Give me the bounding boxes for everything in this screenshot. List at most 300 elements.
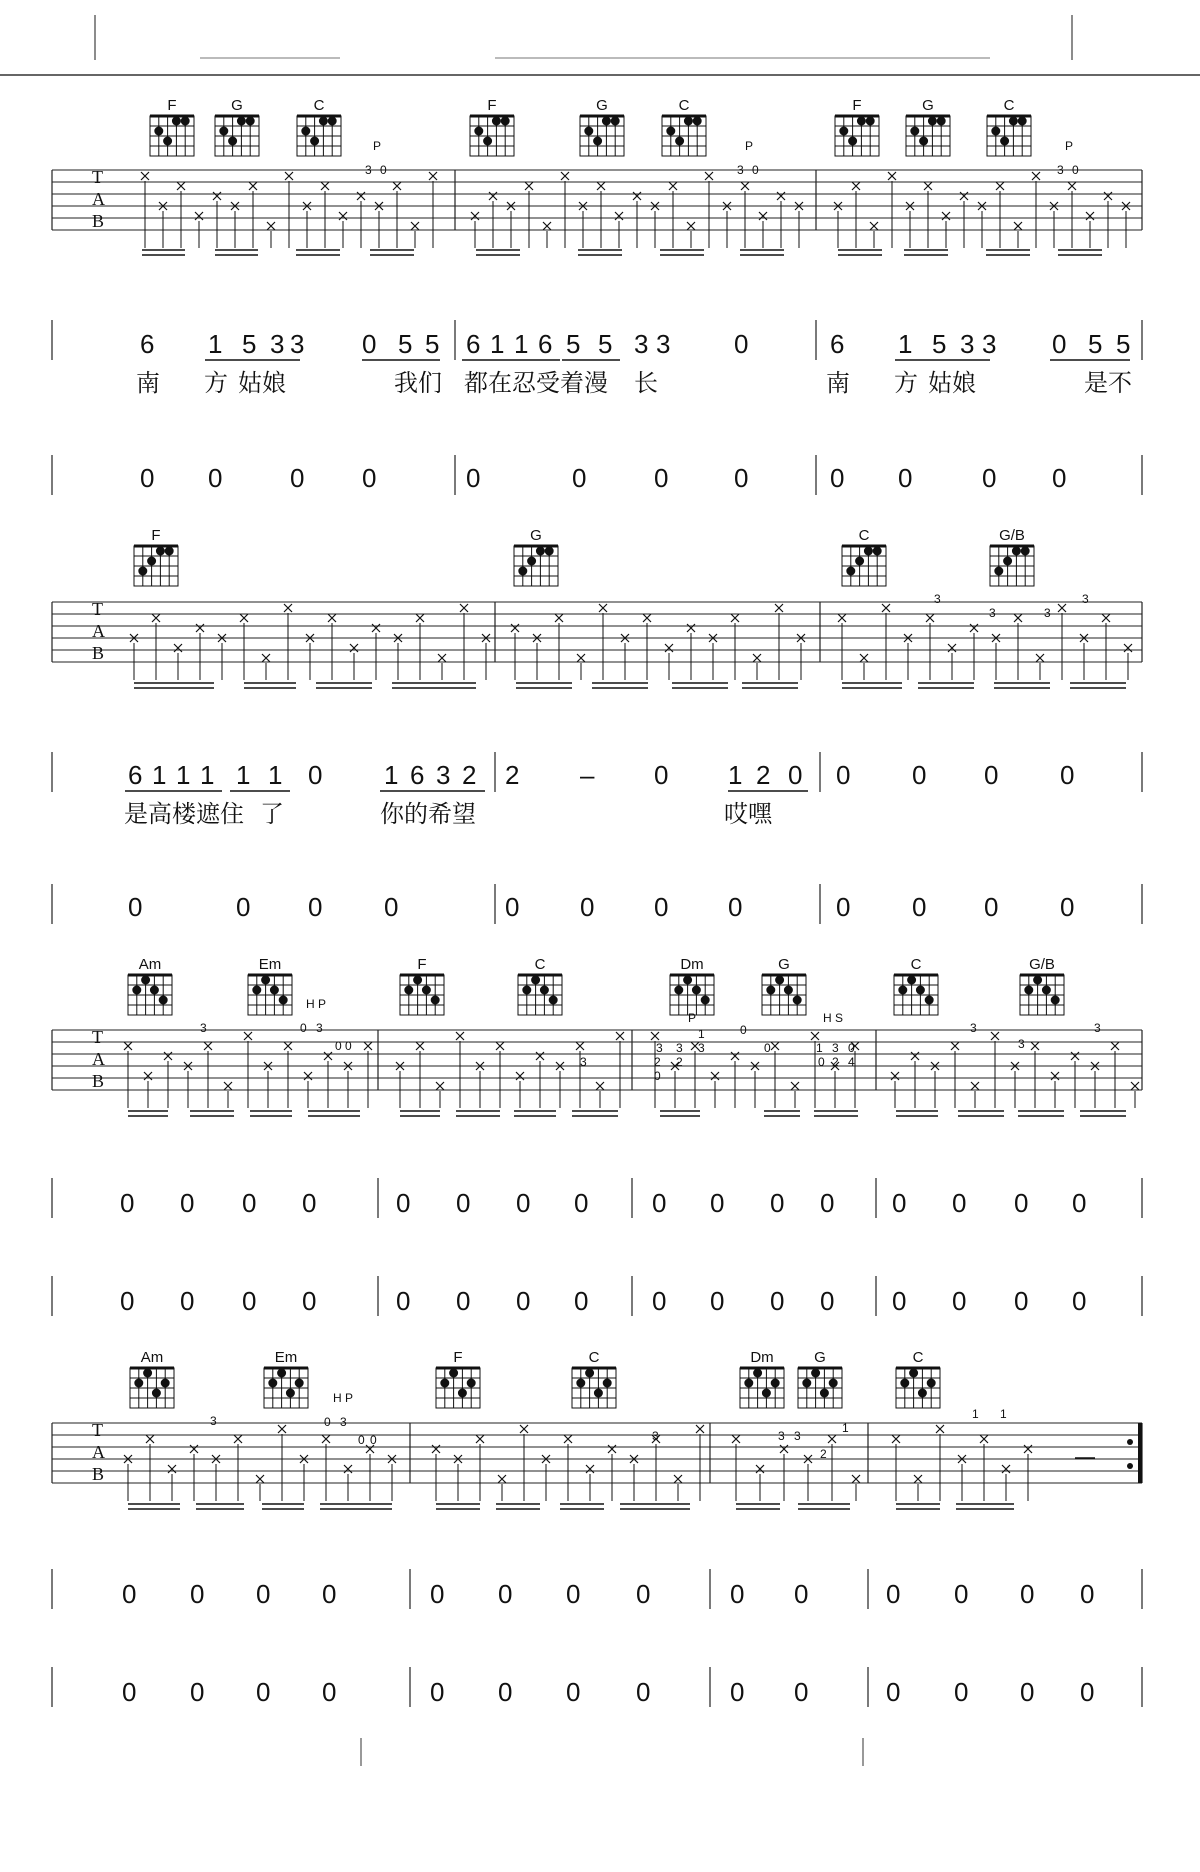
accomp-note: 0 xyxy=(572,463,587,493)
tab-cross xyxy=(344,1465,352,1473)
row-note: 0 xyxy=(566,1677,581,1707)
chord-diagram xyxy=(894,956,938,1015)
accomp-note: 0 xyxy=(984,892,999,922)
melody-note: 5 xyxy=(425,329,440,359)
melody-note: 0 xyxy=(654,760,669,790)
tab-cross xyxy=(1051,1072,1059,1080)
tab-cross xyxy=(195,212,203,220)
chord-diagram xyxy=(990,527,1034,586)
tab-cross xyxy=(651,1032,659,1040)
chord-dot xyxy=(701,996,710,1005)
technique-label: P xyxy=(1065,139,1074,153)
tab-cross xyxy=(416,1042,424,1050)
chord-dot xyxy=(159,996,168,1005)
tab-number: 3 xyxy=(737,163,744,177)
tab-cross xyxy=(665,644,673,652)
melody-note: 5 xyxy=(566,329,581,359)
melody-note: 5 xyxy=(932,329,947,359)
tab-staff xyxy=(52,592,1142,688)
tab-letter-b: B xyxy=(92,1071,105,1091)
lyric: 是不 xyxy=(1084,369,1132,397)
tab-number: 3 xyxy=(1057,163,1064,177)
tab-cross xyxy=(164,1052,172,1060)
tab-number: 0 xyxy=(324,1415,331,1429)
chord-name: G xyxy=(596,97,608,114)
lyric: 方 xyxy=(204,369,228,397)
tab-cross xyxy=(777,192,785,200)
row-note: 0 xyxy=(1020,1579,1035,1609)
chord-diagram xyxy=(662,97,706,156)
tab-number: 0 xyxy=(848,1041,855,1055)
chord-dot xyxy=(279,996,288,1005)
tab-cross xyxy=(596,1082,604,1090)
row-note: 0 xyxy=(952,1188,967,1218)
accomp-note: 0 xyxy=(912,892,927,922)
row-note: 0 xyxy=(180,1286,195,1316)
chord-dot xyxy=(839,127,848,136)
tab-cross xyxy=(516,1072,524,1080)
row-note: 0 xyxy=(456,1188,471,1218)
chord-name: Dm xyxy=(680,956,704,973)
melody-note: 0 xyxy=(308,760,323,790)
chord-dot xyxy=(531,976,540,985)
tab-cross xyxy=(285,172,293,180)
chord-dot xyxy=(693,117,702,126)
row-note: 0 xyxy=(820,1188,835,1218)
chord-dot xyxy=(165,547,174,556)
tab-number: 0 xyxy=(818,1055,825,1069)
chord-dot xyxy=(909,1369,918,1378)
tab-cross xyxy=(732,1435,740,1443)
tab-cross xyxy=(328,614,336,622)
accomp-note: 0 xyxy=(1052,463,1067,493)
tab-cross xyxy=(224,1082,232,1090)
chord-dot xyxy=(866,117,875,126)
chord-dot xyxy=(991,127,1000,136)
chord-diagram xyxy=(400,956,444,1015)
row-note: 0 xyxy=(566,1579,581,1609)
melody-note: 0 xyxy=(1060,760,1075,790)
lyric: 哎嘿 xyxy=(724,800,772,828)
chord-dot xyxy=(802,1379,811,1388)
chord-dot xyxy=(857,117,866,126)
melody-note: 6 xyxy=(538,329,553,359)
chord-name: G xyxy=(922,97,934,114)
chord-dot xyxy=(928,117,937,126)
tab-letter-a: A xyxy=(92,621,105,641)
melody-note: 2 xyxy=(756,760,771,790)
tab-cross xyxy=(711,1072,719,1080)
tab-cross xyxy=(436,1082,444,1090)
chord-name: C xyxy=(678,97,690,114)
tab-cross xyxy=(284,604,292,612)
chord-diagram xyxy=(128,956,172,1015)
chord-dot xyxy=(1033,976,1042,985)
melody-note: – xyxy=(580,760,595,790)
chord-dot xyxy=(766,986,775,995)
chord-dot xyxy=(228,137,237,146)
chord-dot xyxy=(1000,137,1009,146)
lyric: 你的希望 xyxy=(380,800,476,828)
tab-cross xyxy=(460,604,468,612)
tab-cross xyxy=(536,1052,544,1060)
row-note: 0 xyxy=(242,1188,257,1218)
tab-letter-b: B xyxy=(92,643,105,663)
chord-diagram xyxy=(297,97,341,156)
accomp-note: 0 xyxy=(982,463,997,493)
tab-cross xyxy=(168,1465,176,1473)
chord-dot xyxy=(237,117,246,126)
tab-cross xyxy=(980,1435,988,1443)
notation-rows xyxy=(52,1569,1142,1707)
tab-number: 3 xyxy=(365,163,372,177)
melody-note: 1 xyxy=(152,760,167,790)
tab-letter-t: T xyxy=(92,1027,103,1047)
tab-cross xyxy=(278,1425,286,1433)
chord-name: G/B xyxy=(1029,956,1055,973)
system-1 xyxy=(52,97,1142,495)
lyric: 方 xyxy=(894,369,918,397)
chord-diagram xyxy=(580,97,624,156)
row-note: 0 xyxy=(1080,1579,1095,1609)
chord-name: Am xyxy=(140,1349,164,1366)
tab-cross xyxy=(1002,1465,1010,1473)
tab-cross xyxy=(775,604,783,612)
chord-dot xyxy=(518,567,527,576)
chord-dot xyxy=(927,1379,936,1388)
chord-dot xyxy=(793,996,802,1005)
tab-cross xyxy=(674,1475,682,1483)
tab-cross xyxy=(321,182,329,190)
chord-name: G xyxy=(814,1349,826,1366)
tab-cross xyxy=(1086,212,1094,220)
melody-note: 6 xyxy=(830,329,845,359)
tab-number: 0 xyxy=(752,163,759,177)
tab-cross xyxy=(615,212,623,220)
row-note: 0 xyxy=(952,1286,967,1316)
tab-cross xyxy=(597,182,605,190)
tab-cross xyxy=(357,192,365,200)
chord-dot xyxy=(1051,996,1060,1005)
row-note: 0 xyxy=(498,1579,513,1609)
chord-dot xyxy=(440,1379,449,1388)
tab-cross xyxy=(324,1052,332,1060)
tab-number: 3 xyxy=(1082,592,1089,606)
lyric: 长 xyxy=(634,369,658,397)
melody-note: 3 xyxy=(436,760,451,790)
melody-note: 3 xyxy=(290,329,305,359)
chord-diagram-row xyxy=(130,1349,940,1408)
technique-label: H P xyxy=(306,997,327,1011)
tab-number: 3 xyxy=(652,1429,659,1443)
tab-cross xyxy=(991,1032,999,1040)
melody-note: 6 xyxy=(128,760,143,790)
tab-cross xyxy=(731,1052,739,1060)
chord-diagram xyxy=(215,97,259,156)
chord-dot xyxy=(1009,117,1018,126)
chord-dot xyxy=(593,137,602,146)
row-note: 0 xyxy=(516,1286,531,1316)
tab-cross xyxy=(471,212,479,220)
tab-cross xyxy=(174,644,182,652)
tab-number: 1 xyxy=(816,1041,823,1055)
tab-cross xyxy=(882,604,890,612)
chord-dot xyxy=(907,976,916,985)
chord-diagram xyxy=(670,956,714,1015)
chord-dot xyxy=(246,117,255,126)
chord-name: G xyxy=(778,956,790,973)
tab-cross xyxy=(811,1032,819,1040)
chord-dot xyxy=(829,1379,838,1388)
chord-name: C xyxy=(858,527,870,544)
melody-note: 5 xyxy=(1116,329,1131,359)
chord-dot xyxy=(458,1389,467,1398)
melody-note: 3 xyxy=(634,329,649,359)
row-note: 0 xyxy=(636,1579,651,1609)
tab-cross xyxy=(144,1072,152,1080)
lyrics-line xyxy=(124,800,773,828)
tab-cross xyxy=(1131,1082,1139,1090)
tab-cross xyxy=(1124,644,1132,652)
tab-cross xyxy=(911,1052,919,1060)
row-note: 0 xyxy=(652,1286,667,1316)
tab-letter-a: A xyxy=(92,1049,105,1069)
chord-dot xyxy=(527,557,536,566)
tab-cross xyxy=(249,182,257,190)
tab-cross xyxy=(146,1435,154,1443)
chord-dot xyxy=(846,567,855,576)
accomp-note: 0 xyxy=(140,463,155,493)
row-note: 0 xyxy=(1014,1188,1029,1218)
chord-diagram xyxy=(798,1349,842,1408)
tab-number: 2 xyxy=(820,1447,827,1461)
tab-cross xyxy=(520,1425,528,1433)
lyric: 了 xyxy=(260,800,284,828)
tab-number: 3 xyxy=(1018,1037,1025,1051)
chord-dot xyxy=(270,986,279,995)
tab-cross xyxy=(476,1435,484,1443)
tab-cross xyxy=(1014,614,1022,622)
chord-dot xyxy=(910,127,919,136)
melody-note: 3 xyxy=(960,329,975,359)
row-note: 0 xyxy=(710,1188,725,1218)
chord-name: C xyxy=(912,1349,924,1366)
chord-dot xyxy=(937,117,946,126)
melody-note: 1 xyxy=(384,760,399,790)
tab-staff xyxy=(52,1391,1142,1509)
row-note: 0 xyxy=(122,1579,137,1609)
tab-letter-a: A xyxy=(92,1442,105,1462)
accomp-note: 0 xyxy=(290,463,305,493)
tab-letter-t: T xyxy=(92,599,103,619)
chord-dot xyxy=(775,976,784,985)
tab-number: 4 xyxy=(848,1055,855,1069)
tab-cross xyxy=(256,1475,264,1483)
chord-dot xyxy=(994,567,1003,576)
tab-number: 1 xyxy=(1000,1407,1007,1421)
chord-dot xyxy=(753,1369,762,1378)
tab-letter-t: T xyxy=(92,1420,103,1440)
tab-cross xyxy=(1071,1052,1079,1060)
tab-cross xyxy=(838,614,846,622)
chord-diagram xyxy=(150,97,194,156)
tab-cross xyxy=(1068,182,1076,190)
tab-cross xyxy=(438,654,446,662)
tab-number: 3 xyxy=(200,1021,207,1035)
melody-note: 2 xyxy=(462,760,477,790)
chord-name: Em xyxy=(274,1349,298,1366)
chord-dot xyxy=(449,1369,458,1378)
tab-number: 3 xyxy=(934,592,941,606)
tab-number: 3 xyxy=(832,1041,839,1055)
tab-cross xyxy=(1104,192,1112,200)
chord-diagram xyxy=(762,956,806,1015)
chord-name: Em xyxy=(258,956,282,973)
row-note: 0 xyxy=(256,1677,271,1707)
tab-cross xyxy=(852,182,860,190)
lyrics-line xyxy=(136,369,1132,397)
chord-name: F xyxy=(151,527,161,544)
tab-letter-b: B xyxy=(92,1464,105,1484)
tab-cross xyxy=(1102,614,1110,622)
chord-name: F xyxy=(167,97,177,114)
tab-cross xyxy=(936,1425,944,1433)
accompaniment-line xyxy=(140,463,1066,493)
tab-cross xyxy=(304,1072,312,1080)
chord-dot xyxy=(474,127,483,136)
melody-note: 5 xyxy=(1088,329,1103,359)
chord-dot xyxy=(864,547,873,556)
chord-dot xyxy=(492,117,501,126)
melody-note: 1 xyxy=(514,329,529,359)
chord-name: F xyxy=(453,1349,463,1366)
chord-diagram xyxy=(134,527,178,586)
tab-cross xyxy=(152,614,160,622)
tab-cross xyxy=(204,1042,212,1050)
chord-dot xyxy=(584,127,593,136)
lyric: 都在忍受着漫 xyxy=(464,369,608,397)
chord-dot xyxy=(811,1369,820,1378)
chord-diagram xyxy=(436,1349,480,1408)
tab-number: 3 xyxy=(698,1041,705,1055)
melody-note: 3 xyxy=(982,329,997,359)
chord-dot xyxy=(540,986,549,995)
tab-cross xyxy=(196,624,204,632)
chord-dot xyxy=(522,986,531,995)
chord-diagram xyxy=(835,97,879,156)
tab-cross xyxy=(244,1032,252,1040)
tab-number: 3 xyxy=(316,1021,323,1035)
tab-cross xyxy=(696,1425,704,1433)
chord-diagram xyxy=(572,1349,616,1408)
tab-cross xyxy=(416,614,424,622)
row-note: 0 xyxy=(892,1286,907,1316)
row-note: 0 xyxy=(1014,1286,1029,1316)
chord-dot xyxy=(603,1379,612,1388)
tab-cross xyxy=(576,1042,584,1050)
tab-cross xyxy=(489,192,497,200)
tab-cross xyxy=(372,624,380,632)
melody-note: 5 xyxy=(598,329,613,359)
chord-dot xyxy=(545,547,554,556)
accomp-note: 0 xyxy=(1060,892,1075,922)
tab-cross xyxy=(970,624,978,632)
row-note: 0 xyxy=(498,1677,513,1707)
repeat-dot xyxy=(1127,1439,1133,1445)
row-note: 0 xyxy=(190,1579,205,1609)
lyric: 我们 xyxy=(394,369,442,397)
chord-name: F xyxy=(417,956,427,973)
tab-number: 3 xyxy=(778,1429,785,1443)
chord-dot xyxy=(143,1369,152,1378)
melody-line xyxy=(52,752,1142,924)
melody-note: 1 xyxy=(728,760,743,790)
tab-cross xyxy=(177,182,185,190)
tab-cross xyxy=(1031,1042,1039,1050)
tab-letter-t: T xyxy=(92,167,103,187)
melody-note: 1 xyxy=(176,760,191,790)
accomp-note: 0 xyxy=(898,463,913,493)
tab-cross xyxy=(411,222,419,230)
tab-cross xyxy=(780,1445,788,1453)
tab-number: 0 xyxy=(654,1069,661,1083)
accomp-note: 0 xyxy=(236,892,251,922)
chord-dot xyxy=(674,986,683,995)
chord-dot xyxy=(422,986,431,995)
chord-name: G/B xyxy=(999,527,1025,544)
tab-number: 3 xyxy=(580,1055,587,1069)
row-note: 0 xyxy=(396,1286,411,1316)
chord-diagram xyxy=(470,97,514,156)
tab-cross xyxy=(753,654,761,662)
tab-cross xyxy=(996,182,1004,190)
melody-note: 5 xyxy=(242,329,257,359)
row-note: 0 xyxy=(886,1677,901,1707)
tab-cross xyxy=(731,614,739,622)
accomp-note: 0 xyxy=(505,892,520,922)
tab-cross xyxy=(1058,604,1066,612)
tab-cross xyxy=(914,1475,922,1483)
chord-dot xyxy=(762,1389,771,1398)
tab-number: 0 xyxy=(345,1039,352,1053)
tab-number: 3 xyxy=(656,1041,663,1055)
tab-number: 1 xyxy=(972,1407,979,1421)
tab-cross xyxy=(234,1435,242,1443)
melody-note: 0 xyxy=(912,760,927,790)
chord-dot xyxy=(549,996,558,1005)
footer-caption xyxy=(360,1738,864,1766)
chord-dot xyxy=(286,1389,295,1398)
row-note: 0 xyxy=(302,1188,317,1218)
row-note: 0 xyxy=(120,1286,135,1316)
tab-cross xyxy=(262,654,270,662)
chord-dot xyxy=(675,137,684,146)
row-note: 0 xyxy=(636,1677,651,1707)
technique-label: P xyxy=(688,1011,697,1025)
melody-note: 1 xyxy=(490,329,505,359)
chord-dot xyxy=(1024,986,1033,995)
tab-cross xyxy=(687,222,695,230)
melody-note: 1 xyxy=(898,329,913,359)
row-note: 0 xyxy=(122,1677,137,1707)
chord-dot xyxy=(848,137,857,146)
accomp-note: 0 xyxy=(208,463,223,493)
row-note: 0 xyxy=(954,1677,969,1707)
accomp-note: 0 xyxy=(308,892,323,922)
row-note: 0 xyxy=(242,1286,257,1316)
chord-dot xyxy=(594,1389,603,1398)
tab-number: 0 xyxy=(370,1433,377,1447)
